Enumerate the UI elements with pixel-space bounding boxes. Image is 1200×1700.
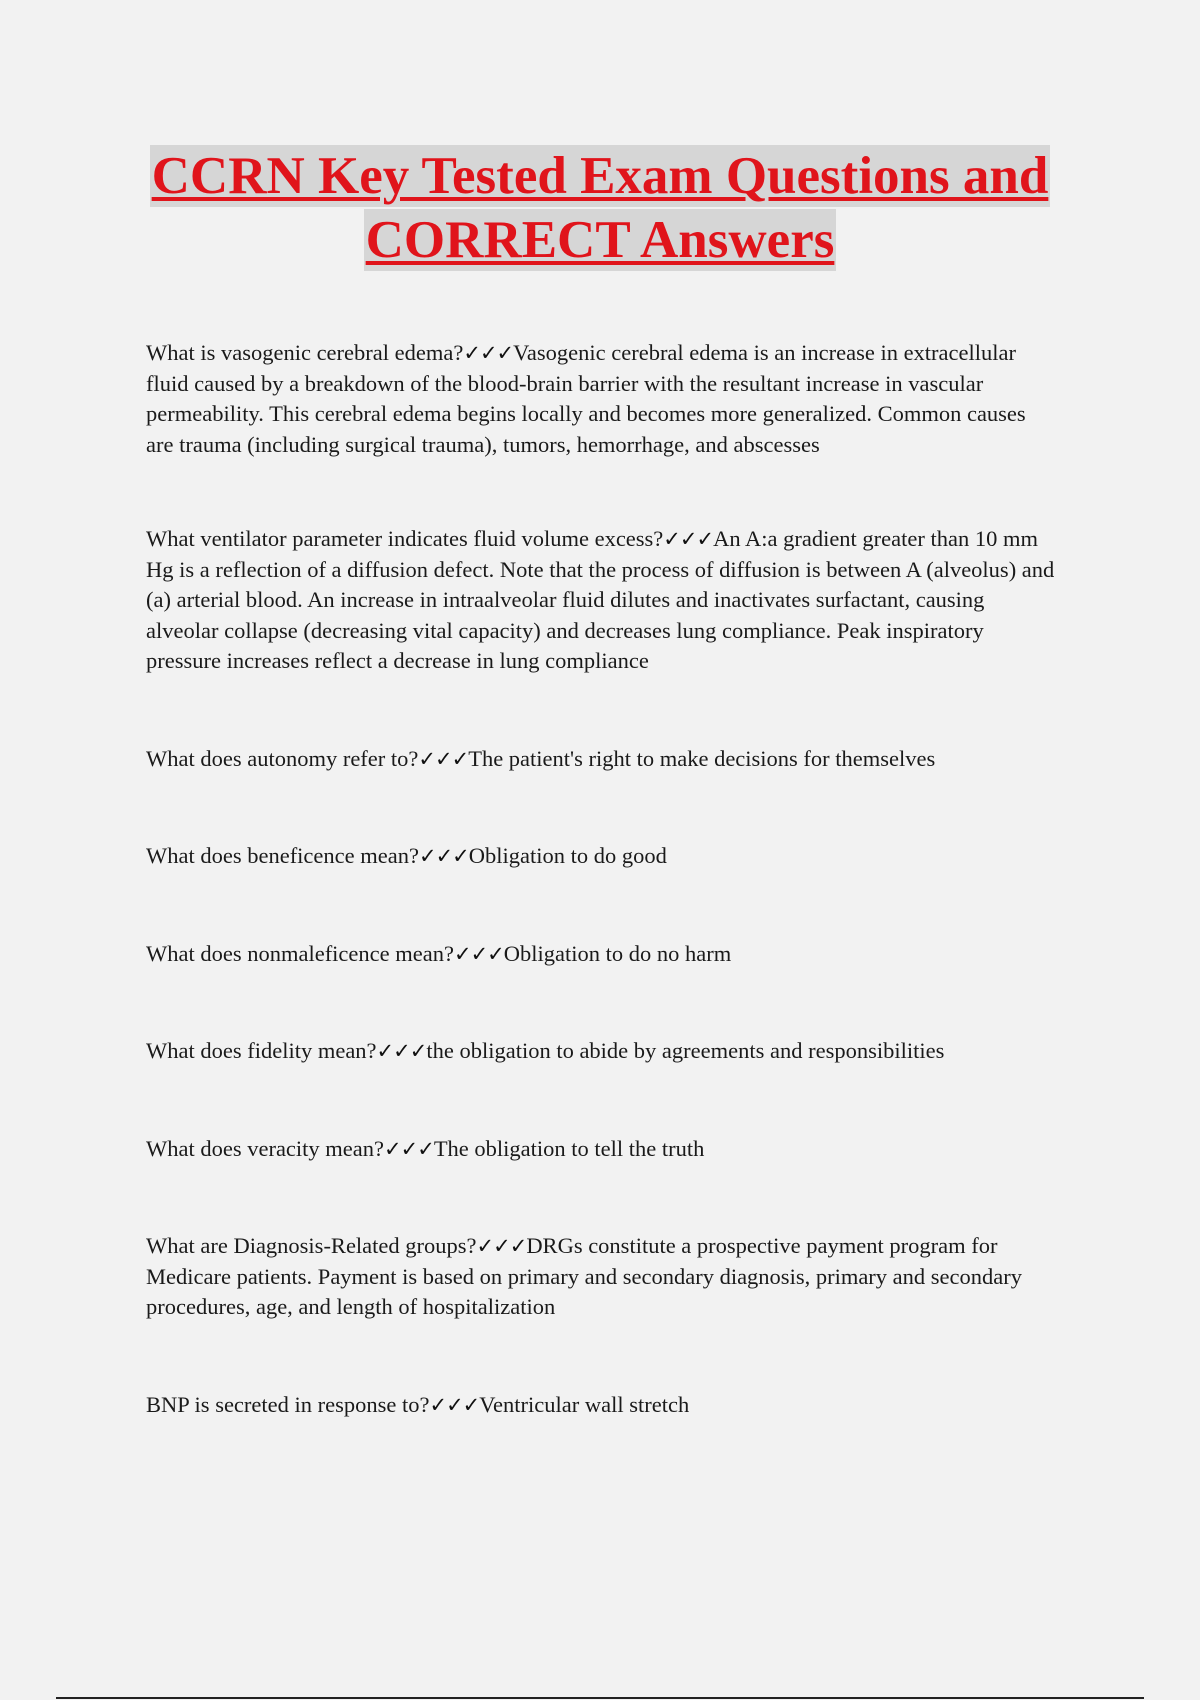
checkmarks-icon: ✓✓✓ <box>429 1392 480 1417</box>
qa-item <box>146 939 1056 970</box>
qa-item <box>146 744 1056 775</box>
qa-answer: Obligation to do no harm <box>503 940 732 966</box>
qa-list <box>146 338 1056 1420</box>
qa-item <box>146 524 1056 677</box>
checkmarks-icon: ✓✓✓ <box>376 1039 427 1063</box>
checkmarks-icon: ✓✓✓ <box>384 1136 434 1161</box>
checkmarks-icon: ✓✓✓ <box>418 844 469 868</box>
title-line-2: CORRECT Answers <box>365 211 835 269</box>
qa-item <box>146 338 1056 460</box>
qa-answer: DRGs constitute a prospective payment program for Medicare patients. Payment is based on primary and secondary diagnosis, primary and secondary procedures, age, and length of hospitalization <box>146 1233 1022 1319</box>
qa-question: What does nonmaleficence mean? <box>146 940 454 966</box>
qa-item <box>146 841 1056 872</box>
checkmarks-icon: ✓✓✓ <box>663 527 714 551</box>
checkmarks-icon: ✓✓✓ <box>463 341 514 365</box>
qa-answer: An A:a gradient greater than 10 mm Hg is a reflection of a diffusion defect. Note that the process of diffusion is between A (alveolus) and (a) arterial blood. An increase in intraalveolar fluid dilutes and inactivates surfactant, causing alveolar collapse (decreasing vital capacity) and decreases lung compliance. Peak inspiratory pressure increases reflect a decrease in lung compliance <box>146 526 1055 673</box>
page-bottom-divider <box>56 1697 1144 1699</box>
qa-question: What does fidelity mean? <box>146 1038 377 1063</box>
qa-question: What does beneficence mean? <box>146 843 419 868</box>
qa-answer: The obligation to tell the truth <box>433 1135 705 1161</box>
qa-question: BNP is secreted in response to? <box>146 1391 430 1417</box>
qa-answer: Ventricular wall stretch <box>479 1391 690 1417</box>
qa-answer: Vasogenic cerebral edema is an increase in extracellular fluid caused by a breakdown of the blood-brain barrier with the resultant increase in vascular permeability. This cerebral edema begins locally and becomes more generalized. Common causes are trauma (including surgical trauma), tumors, hemorrhage, and abscesses <box>146 340 1026 457</box>
qa-answer: The patient's right to make decisions for themselves <box>468 745 936 771</box>
qa-answer: the obligation to abide by agreements and responsibilities <box>426 1038 945 1063</box>
qa-question: What ventilator parameter indicates fluid volume excess? <box>146 526 664 551</box>
qa-question: What are Diagnosis-Related groups? <box>146 1233 477 1258</box>
checkmarks-icon: ✓✓✓ <box>476 1234 527 1258</box>
qa-item <box>146 1390 1056 1421</box>
qa-question: What does autonomy refer to? <box>146 745 419 771</box>
qa-item <box>146 1036 1056 1067</box>
qa-question: What is vasogenic cerebral edema? <box>146 340 464 365</box>
checkmarks-icon: ✓✓✓ <box>453 941 504 966</box>
qa-question: What does veracity mean? <box>146 1135 385 1161</box>
qa-item <box>146 1231 1056 1323</box>
qa-answer: Obligation to do good <box>468 843 667 868</box>
title-line-1: CCRN Key Tested Exam Questions and <box>151 147 1049 205</box>
document-title <box>0 145 1200 271</box>
qa-item <box>146 1134 1056 1165</box>
checkmarks-icon: ✓✓✓ <box>418 746 469 771</box>
